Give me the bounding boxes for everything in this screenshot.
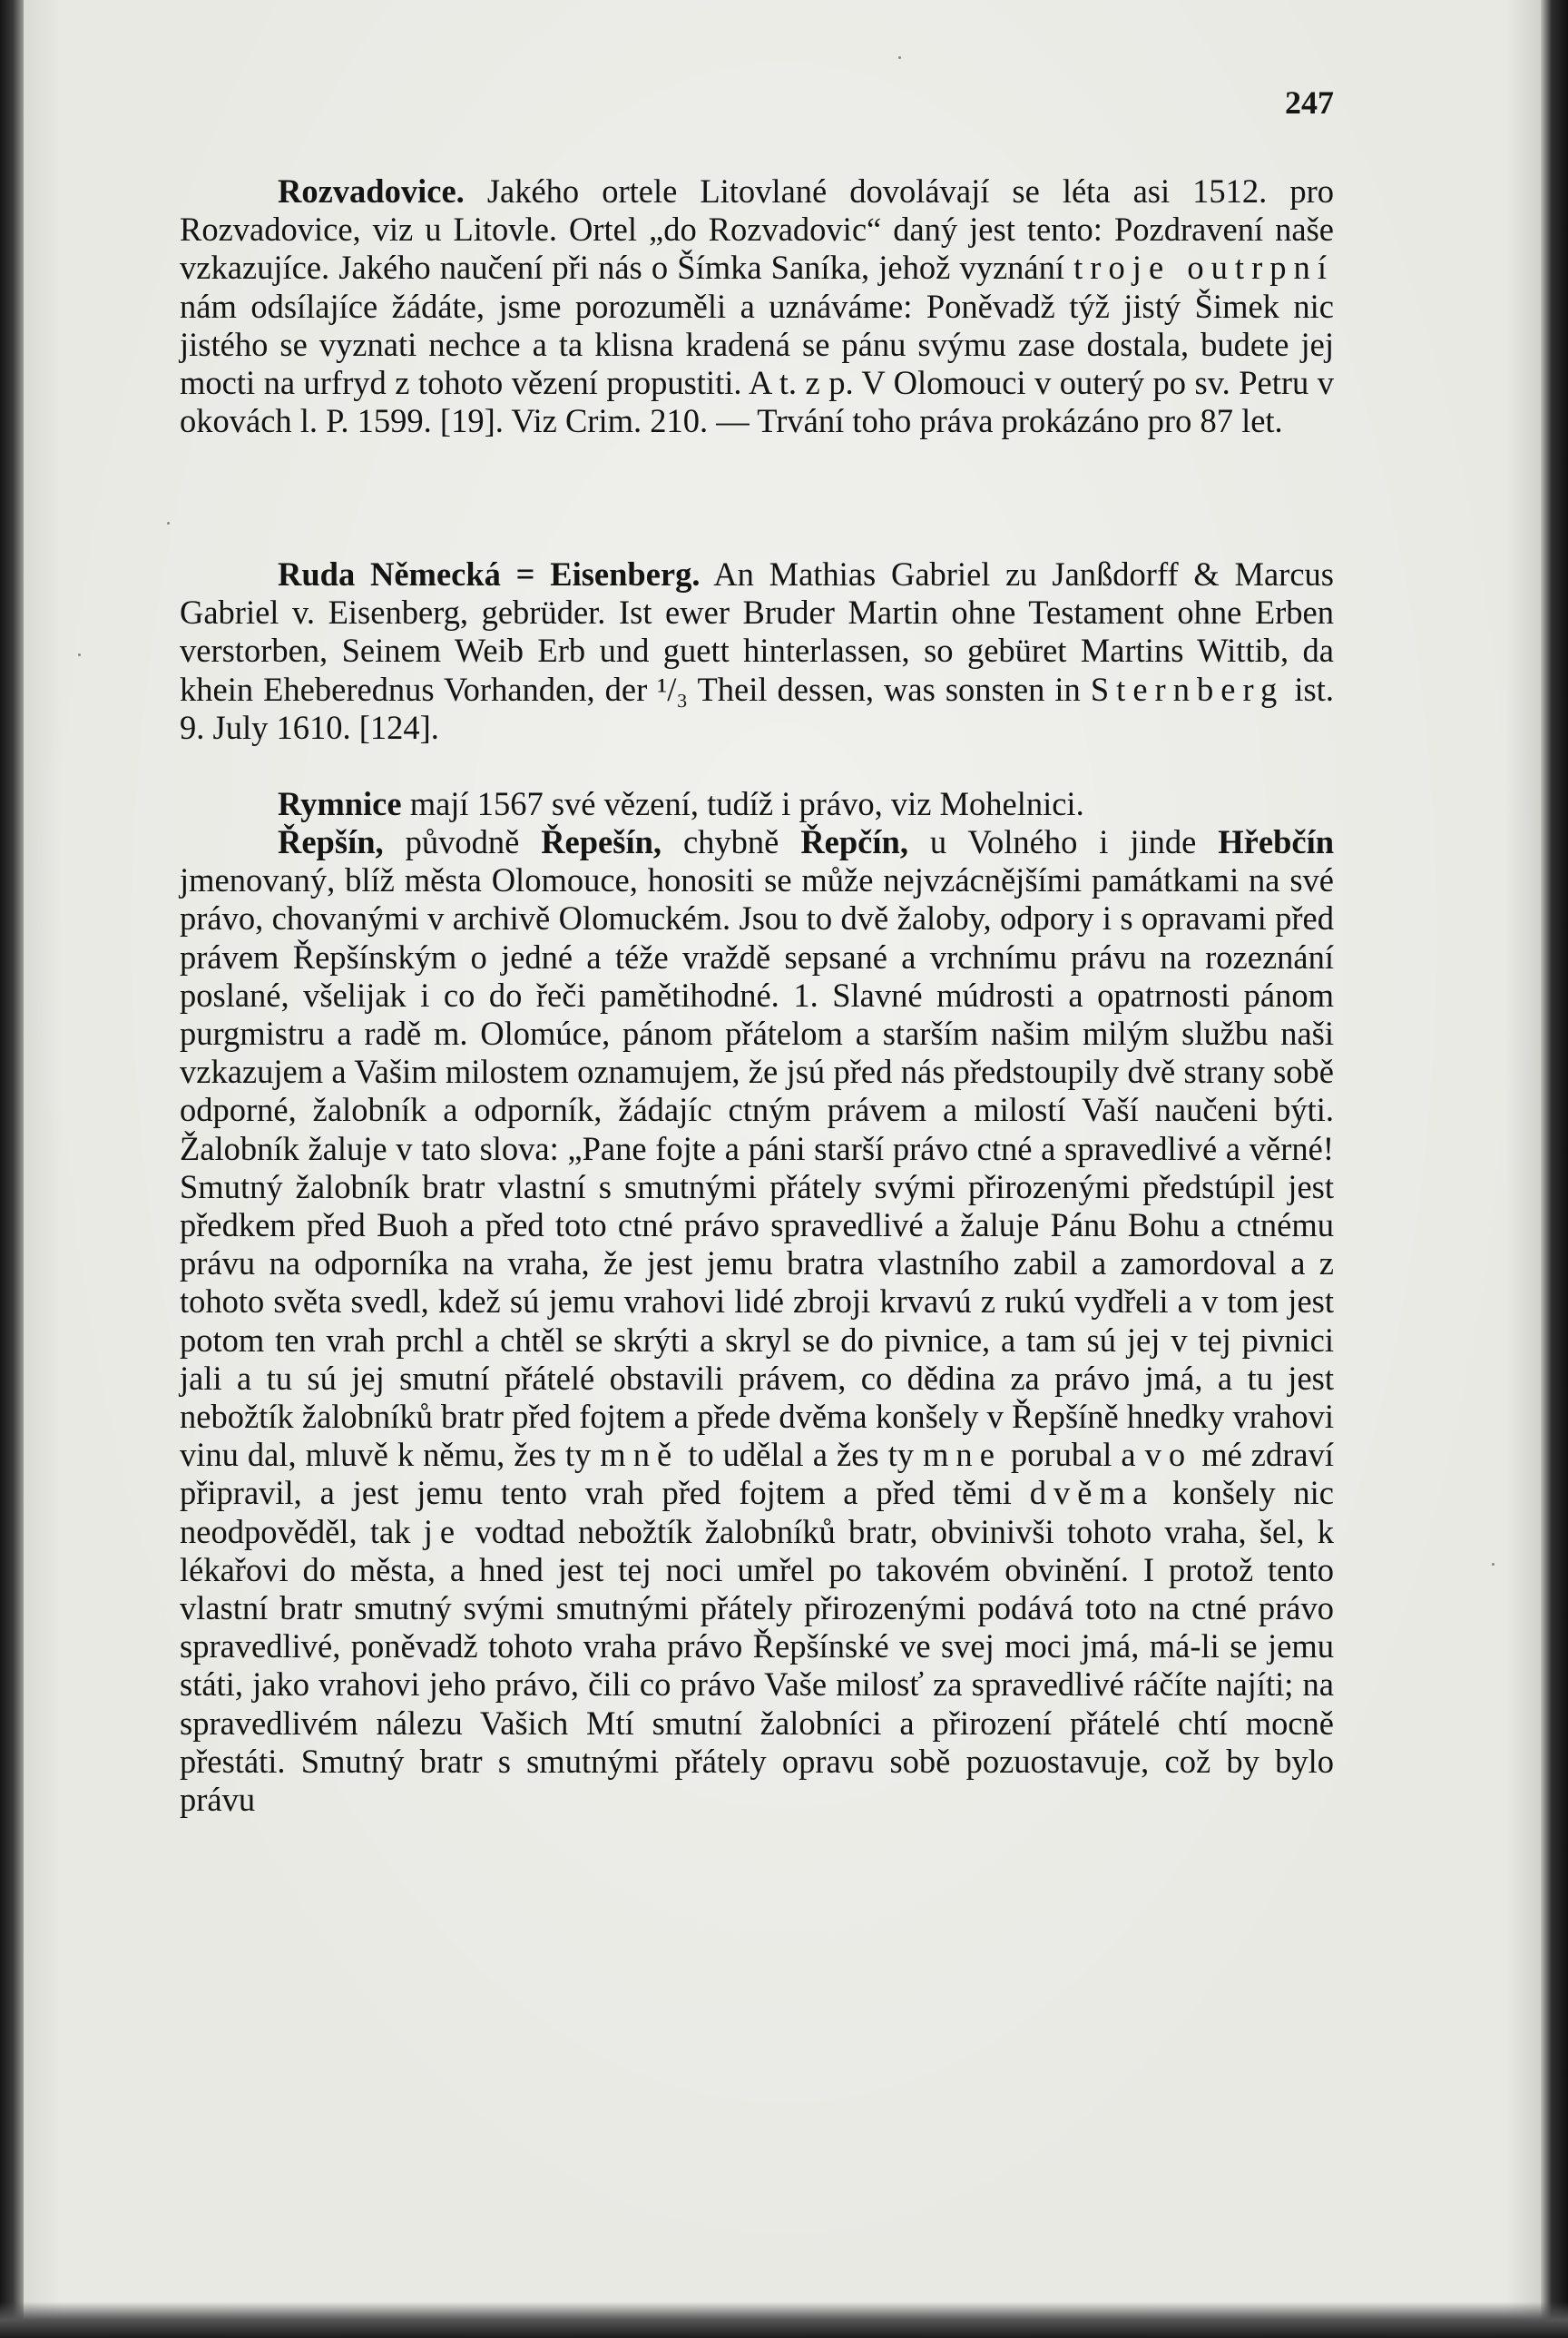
entry-text: vodtad nebožtík žalobníků bratr, obvinivši tohoto vraha, šel, k lékařovi do města, a hned jest tej noci umřel po takovém obvinění. I protož tento vlastní bratr smutný svými smutnými přátely přirozenými podává toto na ctné právo spravedlivé, poněvadž tohoto vraha právo Řepšínské ve svej moci jmá, má-li se jemu státi, jako vrahovi jeho právo, čili co právo Vaše milosť za spravedlivé ráčíte najíti; na spravedlivém nálezu Vašich Mtí smutní žalobníci a přirození přátelé chtí mocně přestáti. Smutný bratr s smutnými přátely opravu sobě pozuostavuje, což by bylo právu (180, 1512, 1334, 1819)
spaced-text: je (423, 1512, 463, 1550)
variant-name: Řepčín, (800, 823, 908, 860)
page-left-edge (0, 0, 24, 2338)
spaced-text: Sternberg (1090, 670, 1285, 708)
scan-speck (898, 56, 901, 59)
entry-rozvadovice (180, 172, 1334, 555)
scan-speck (167, 522, 170, 525)
page-bottom-edge (0, 2302, 1568, 2338)
entry-rymnice (180, 785, 1334, 823)
page-body (180, 172, 1334, 1819)
page-right-edge (1541, 0, 1568, 2338)
spaced-text: dvěma (1029, 1474, 1155, 1512)
entry-text: porubal a (1001, 1436, 1145, 1474)
page-number: 247 (1285, 84, 1334, 121)
entry-text: mají 1567 své vězení, tudíž i právo, viz Mohelnici. (401, 785, 1084, 822)
entry-text: původně (383, 823, 542, 860)
entry-headword: Rozvadovice. (278, 172, 465, 210)
variant-name: Hřebčín (1218, 823, 1335, 860)
entry-repsin (180, 823, 1334, 1819)
entry-text: An Mathias Gabriel zu Janßdorff & Marcus Gabriel v. Eisenberg, gebrüder. Ist ewer Bruder Martin ohne Testament ohne Erben verstorben, Seinem Weib Erb und guett hinterlassen, so gebüret Martins Wittib, da khein Eheberednus Vorhanden, der ¹/₃ Theil dessen, was sonsten in (180, 555, 1334, 708)
entry-text: konšely nic neodpověděl, tak (180, 1474, 1335, 1550)
spaced-text: mně (600, 1436, 680, 1474)
entry-text: mé zdraví připravil, a jest jemu tento vrah před fojtem a před těmi (180, 1436, 1334, 1512)
entry-text: u Volného i jinde (907, 823, 1219, 860)
entry-text: chybně (662, 823, 801, 860)
entry-headword: Řepšín, (278, 823, 384, 860)
scan-speck (78, 653, 81, 656)
spaced-text: vo (1144, 1436, 1193, 1474)
entry-text: ist. 9. July 1610. [124]. (180, 670, 1334, 746)
scan-speck (1492, 1563, 1494, 1566)
entry-text: jmenovaný, blíž města Olomouce, honositi se může nejvzácnějšími památkami na své právo, chovanými v archivě Olomuckém. Jsou to dvě žaloby, odpory i s opravami před právem Řepšínským o jedné a téže vraždě sepsané a vrchnímu právu na rozeznání poslané, všelijak i co do řeči pamětihodné. 1. Slavné múdrosti a opatrnosti pánom purgmistru a radě m. Olomúce, pánom přátelom a starším našim milým službu naši vzkazujem a Vašim milostem oznamujem, že jsú před nás předstoupily dvě strany sobě odporné, žalobník a odporník, žádajíc ctným právem a milostí Vaší naučeni býti. Žalobník žaluje v tato slova: „Pane fojte a páni starší právo ctné a spravedlivé a věrné! Smutný žalobník bratr vlastní s smutnými přátely svými přirozenými předstúpil jest předkem před Buoh a před toto ctné právo spravedlivé a žaluje Pánu Bohu a ctnému právu na odporníka na vraha, že jest jemu bratra vlastního zabil a zamordoval a z tohoto světa svedl, kdež sú jemu vrahovi lidé zbroji krvavú z rukú vydřeli a v tom jest potom ten vrah prchl a chtěl se skrýti a skryl se do pivnice, a tam sú jej v tej pivnici jali a tu sú jej smutní přátelé obstavili právem, co dědina za právo jmá, a tu jest nebožtík žalobníků bratr před fojtem a přede dvěma konšely v Řepšíně hnedky vrahovi vinu dal, mluvě k němu, žes ty (180, 861, 1334, 1474)
spaced-text: mne (923, 1436, 1002, 1474)
spaced-text: troje outrpní (1073, 249, 1334, 287)
entry-headword: Rymnice (278, 785, 402, 822)
entry-text: Jakého ortele Litovlané dovolávají se léta asi 1512. pro Rozvadovice, viz u Litovle. Ortel „do Rozvadovic“ daný jest tento: Pozdravení naše vzkazujíce. Jakého naučení při nás o Šímka Saníka, jehož vyznání (180, 172, 1334, 287)
entry-headword: Ruda Německá = Eisenberg. (278, 555, 701, 593)
entry-text: nám odsílajíce žádáte, jsme porozuměli a uznáváme: Poněvadž týž jistý Šimek nic jistého se vyznati nechce a ta klisna kradená se pánu svýmu zase dostala, budete jej mocti na urfryd z tohoto vězení propustiti. A t. z p. V Olomouci v outerý po sv. Petru v okovách l. P. 1599. [19]. Viz Crim. 210. — Trvání toho práva prokázáno pro 87 let. (180, 287, 1334, 440)
entry-ruda-nemecka (180, 555, 1334, 785)
variant-name: Řepešín, (541, 823, 662, 860)
entry-text: to udělal a žes ty (679, 1436, 923, 1474)
